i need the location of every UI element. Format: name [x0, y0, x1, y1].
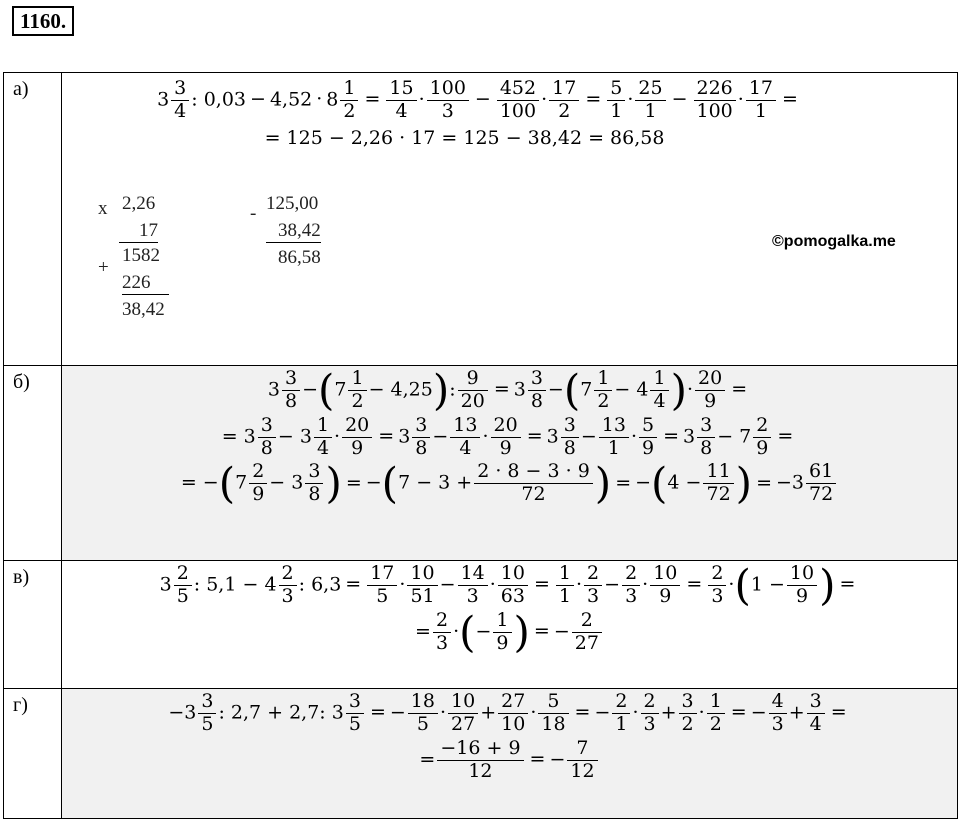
body-a	[62, 73, 958, 366]
body-b	[62, 366, 958, 561]
sub-result: 86,58	[278, 247, 321, 268]
mul-partial-1: 1582	[122, 245, 160, 266]
label-v: в)	[4, 561, 62, 689]
mul-row-2: 17	[119, 220, 158, 243]
watermark: ©pomogalka.me	[772, 233, 896, 250]
mul-partial-2: 226	[122, 272, 169, 295]
label-a: а)	[4, 73, 62, 366]
mul-row-1: 2,26	[122, 193, 156, 214]
column-multiplication	[94, 193, 184, 333]
math-b: 3 $\frac{3}{8}$ −(7 $\frac{1}{2}$ − 4,25): $\frac{9}{20}$ = 3 $\frac{3}{8}$ −(7 $\frac{1}{2}$ − 4 $\frac{1}{4}$ )· $\frac{20}{9}$ = = 3 $\frac{3}{8}$ − 3 $\frac{1}{4}$ · $\frac{20}{9}$ = 3 $\frac{3}{8}$ − $\frac{13}{4}$ · $\frac{20}{9}$ = 3 $\frac{3}{8}$ − $\frac{13}{1}$ · $\frac{5}{9}$ = 3 $\frac{3}{8}$ − 7 $\frac{2}{9}$ = = −(7 $\frac{2}{9}$ − 3 $\frac{3}{8}$ ) = −(7 − 3 + $\frac{2 \cdot 8 - 3 \cdot 9}{72}$ ) = −(4 − $\frac{11}{72}$ ) = −3 $\frac{61}{72}$	[62, 366, 957, 506]
label-b: б)	[4, 366, 62, 561]
sub-row-1: 125,00	[266, 193, 319, 214]
row-a	[4, 73, 958, 366]
task-number: 1160.	[12, 6, 74, 36]
mul-plus: +	[98, 257, 109, 278]
sub-sign: -	[250, 203, 257, 224]
body-g	[62, 689, 958, 819]
row-g	[4, 689, 958, 819]
column-subtraction	[250, 193, 350, 283]
row-b	[4, 366, 958, 561]
mul-result: 38,42	[122, 299, 165, 320]
math-g: −3 $\frac{3}{5}$ : 2,7 + 2,7: 3 $\frac{3}{5}$ = − $\frac{18}{5}$ · $\frac{10}{27}$ + $\frac{27}{10}$ · $\frac{5}{18}$ = − $\frac{2}{1}$ · $\frac{2}{3}$ + $\frac{3}{2}$ · $\frac{1}{2}$ = − $\frac{4}{3}$ + $\frac{3}{4}$ = = $\frac{-16 + 9}{12}$ = − $\frac{7}{12}$	[168, 690, 847, 782]
body-v	[62, 561, 958, 689]
mul-sign: x	[98, 198, 108, 219]
sub-row-2: 38,42	[266, 220, 321, 243]
solution-table	[3, 72, 958, 819]
math-a: 3 $\frac{3}{4}$ : 0,03 − 4,52 · 8 $\frac{1}{2}$ = $\frac{15}{4}$ · $\frac{100}{3}$ − $\frac{452}{100}$ · $\frac{17}{2}$ = $\frac{5}{1}$ · $\frac{25}{1}$ − $\frac{226}{100}$ · $\frac{17}{1}$ = = 125 − 2,26 · 17 = 125 − 38,42 = 86,58	[157, 77, 798, 149]
math-v: 3 $\frac{2}{5}$ : 5,1 − 4 $\frac{2}{3}$ : 6,3 = $\frac{17}{5}$ · $\frac{10}{51}$ − $\frac{14}{3}$ · $\frac{10}{63}$ = $\frac{1}{1}$ · $\frac{2}{3}$ − $\frac{2}{3}$ · $\frac{10}{9}$ = $\frac{2}{3}$ ·(1 − $\frac{10}{9}$ ) = = $\frac{2}{3}$ ·(− $\frac{1}{9}$ ) = − $\frac{2}{27}$	[159, 560, 856, 657]
row-v	[4, 561, 958, 689]
label-g: г)	[4, 689, 62, 819]
